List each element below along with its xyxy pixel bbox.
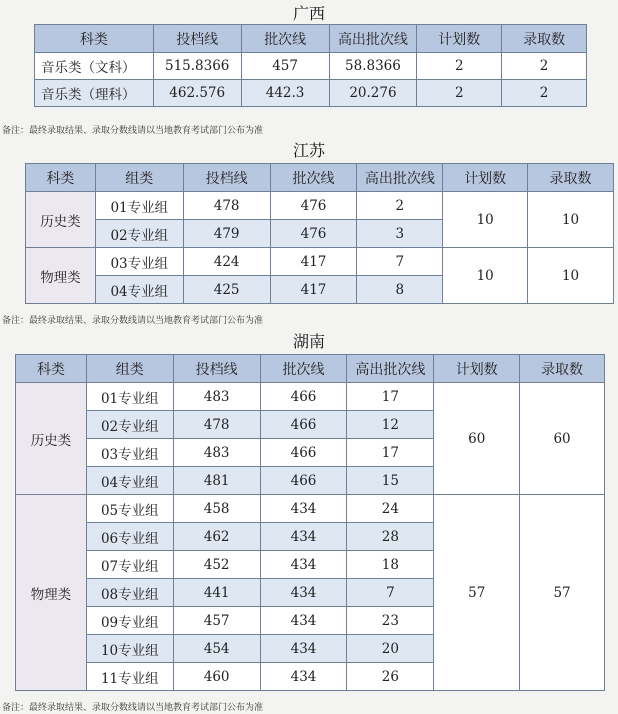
table-cell: 481: [173, 467, 260, 495]
jiangsu-title: 江苏: [292, 141, 325, 160]
table-cell: 11专业组: [86, 663, 173, 691]
table-cell: 26: [347, 663, 434, 691]
column-header: 科类: [16, 355, 87, 383]
column-header: 批次线: [270, 164, 357, 192]
column-header: 录取数: [528, 164, 614, 192]
column-header: 组类: [86, 355, 173, 383]
table-cell: 476: [270, 220, 357, 248]
category-cell: 历史类: [16, 383, 87, 495]
table-cell: 458: [173, 495, 260, 523]
table-cell: 06专业组: [86, 523, 173, 551]
table-cell: 466: [260, 411, 347, 439]
admit-cell: 57: [520, 495, 605, 691]
column-header: 录取数: [520, 355, 605, 383]
table-cell: 417: [270, 276, 357, 304]
plan-cell: 10: [443, 192, 528, 248]
column-header: 投档线: [183, 164, 270, 192]
header-row: [26, 164, 614, 192]
plan-cell: 10: [443, 248, 528, 304]
table-cell: 17: [347, 383, 434, 411]
table-cell: 466: [260, 383, 347, 411]
table-cell: 01专业组: [86, 383, 173, 411]
table-cell: 3: [357, 220, 443, 248]
table-cell: 7: [357, 248, 443, 276]
hunan-note: 备注：最终录取结果、录取分数线请以当地教育考试部门公布为准: [2, 703, 264, 713]
table-cell: 12: [347, 411, 434, 439]
column-header: 科类: [26, 164, 96, 192]
guangxi-title: 广西: [292, 4, 325, 23]
table-cell: 2: [502, 80, 587, 107]
table-cell: 02专业组: [86, 411, 173, 439]
table-cell: 58.8366: [329, 53, 417, 80]
table-row: [16, 383, 605, 411]
table-cell: 483: [173, 383, 260, 411]
jiangsu-table: [25, 163, 614, 304]
table-cell: 424: [183, 248, 270, 276]
table-cell: 20: [347, 635, 434, 663]
table-cell: 434: [260, 579, 347, 607]
table-cell: 434: [260, 607, 347, 635]
admit-cell: 10: [528, 192, 614, 248]
guangxi-table: [34, 24, 587, 107]
table-cell: 03专业组: [95, 248, 183, 276]
column-header: 投档线: [173, 355, 260, 383]
table-cell: 2: [357, 192, 443, 220]
table-cell: 417: [270, 248, 357, 276]
table-cell: 434: [260, 663, 347, 691]
table-cell: 24: [347, 495, 434, 523]
table-cell: 8: [357, 276, 443, 304]
column-header: 高出批次线: [357, 164, 443, 192]
column-header: 批次线: [260, 355, 347, 383]
table-cell: 音乐类（理科）: [35, 80, 154, 107]
table-cell: 2: [417, 80, 502, 107]
column-header: 计划数: [443, 164, 528, 192]
table-cell: 483: [173, 439, 260, 467]
table-cell: 452: [173, 551, 260, 579]
table-cell: 434: [260, 635, 347, 663]
table-cell: 02专业组: [95, 220, 183, 248]
table-cell: 04专业组: [95, 276, 183, 304]
table-cell: 15: [347, 467, 434, 495]
table-cell: 23: [347, 607, 434, 635]
table-cell: 442.3: [241, 80, 329, 107]
table-row: [35, 80, 587, 107]
table-cell: 音乐类（文科）: [35, 53, 154, 80]
table-cell: 09专业组: [86, 607, 173, 635]
table-cell: 478: [183, 192, 270, 220]
table-cell: 01专业组: [95, 192, 183, 220]
table-cell: 20.276: [329, 80, 417, 107]
table-cell: 466: [260, 439, 347, 467]
table-cell: 476: [270, 192, 357, 220]
table-cell: 2: [417, 53, 502, 80]
table-cell: 08专业组: [86, 579, 173, 607]
column-header: 组类: [95, 164, 183, 192]
column-header: 高出批次线: [329, 25, 417, 53]
table-cell: 515.8366: [153, 53, 241, 80]
table-row: [16, 495, 605, 523]
table-cell: 457: [173, 607, 260, 635]
guangxi-note: 备注：最终录取结果、录取分数线请以当地教育考试部门公布为准: [2, 126, 264, 136]
jiangsu-note: 备注：最终录取结果、录取分数线请以当地教育考试部门公布为准: [2, 316, 264, 326]
table-row: [26, 192, 614, 220]
table-cell: 434: [260, 495, 347, 523]
column-header: 高出批次线: [347, 355, 434, 383]
table-cell: 04专业组: [86, 467, 173, 495]
table-cell: 457: [241, 53, 329, 80]
table-cell: 478: [173, 411, 260, 439]
table-cell: 462.576: [153, 80, 241, 107]
hunan-table: [15, 354, 605, 691]
table-cell: 2: [502, 53, 587, 80]
table-cell: 03专业组: [86, 439, 173, 467]
table-cell: 441: [173, 579, 260, 607]
table-cell: 05专业组: [86, 495, 173, 523]
category-cell: 物理类: [16, 495, 87, 691]
column-header: 批次线: [241, 25, 329, 53]
table-cell: 425: [183, 276, 270, 304]
column-header: 录取数: [502, 25, 587, 53]
table-cell: 454: [173, 635, 260, 663]
plan-cell: 60: [434, 383, 520, 495]
table-cell: 434: [260, 523, 347, 551]
category-cell: 历史类: [26, 192, 96, 248]
admit-cell: 60: [520, 383, 605, 495]
table-cell: 10专业组: [86, 635, 173, 663]
plan-cell: 57: [434, 495, 520, 691]
header-row: [16, 355, 605, 383]
table-cell: 18: [347, 551, 434, 579]
table-cell: 462: [173, 523, 260, 551]
column-header: 投档线: [153, 25, 241, 53]
admit-cell: 10: [528, 248, 614, 304]
hunan-title: 湖南: [292, 332, 325, 351]
table-row: [26, 248, 614, 276]
table-cell: 466: [260, 467, 347, 495]
column-header: 科类: [35, 25, 154, 53]
table-cell: 07专业组: [86, 551, 173, 579]
table-cell: 17: [347, 439, 434, 467]
table-cell: 28: [347, 523, 434, 551]
column-header: 计划数: [434, 355, 520, 383]
table-row: [35, 53, 587, 80]
header-row: [35, 25, 587, 53]
table-cell: 434: [260, 551, 347, 579]
table-cell: 479: [183, 220, 270, 248]
category-cell: 物理类: [26, 248, 96, 304]
column-header: 计划数: [417, 25, 502, 53]
table-cell: 460: [173, 663, 260, 691]
table-cell: 7: [347, 579, 434, 607]
